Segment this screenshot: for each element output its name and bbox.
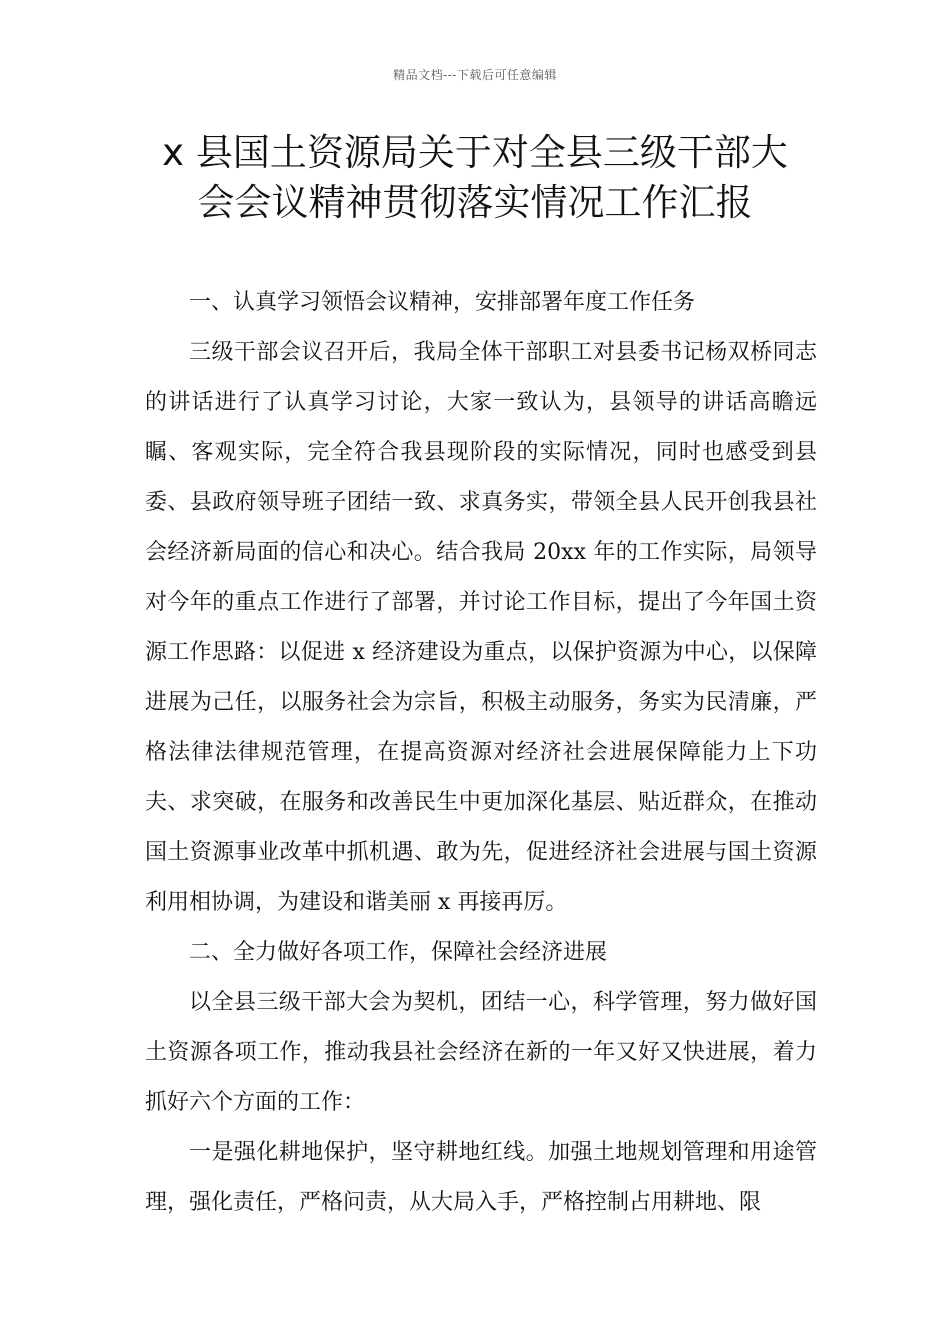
document-title <box>120 128 830 228</box>
section-1-paragraph: 三级干部会议召开后，我局全体干部职工对县委书记杨双桥同志的讲话进行了认真学习讨论，大家一致认为，县领导的讲话高瞻远瞩、客观实际，完全符合我县现阶段的实际情况，同时也感受到县委、县政府领导班子团结一致、求真务实，带领全县人民开创我县社会经济新局面的信心和决心。结合我局 20xx 年的工作实际，局领导对今年的重点工作进行了部署，并讨论工作目标，提出了今年国土资源工作思路：以促进 x 经济建设为重点，以保护资源为中心，以保障进展为己任，以服务社会为宗旨，积极主动服务，务实为民清廉，严格法律法律规范管理，在提高资源对经济社会进展保障能力上下功夫、求突破，在服务和改善民生中更加深化基层、贴近群众，在推动国土资源事业改革中抓机遇、敢为先，促进经济社会进展与国土资源利用相协调，为建设和谐美丽 x 再接再厉。 <box>145 340 817 915</box>
title-line-1: x 县国土资源局关于对全县三级干部大 <box>162 131 788 174</box>
title-line-2: 会会议精神贯彻落实情况工作汇报 <box>197 181 753 224</box>
section-2-paragraph: 以全县三级干部大会为契机，团结一心，科学管理，努力做好国土资源各项工作，推动我县社会经济在新的一年又好又快进展，着力抓好六个方面的工作： <box>145 990 817 1115</box>
item-1-paragraph: 一是强化耕地保护，坚守耕地红线。加强土地规划管理和用途管理，强化责任，严格问责，从大局入手，严格控制占用耕地、限 <box>145 1140 817 1215</box>
header-note: 精品文档---下载后可任意编辑 <box>393 68 557 82</box>
section-2-heading: 二、全力做好各项工作，保障社会经济进展 <box>189 940 608 965</box>
document-body <box>145 278 817 1228</box>
section-1-heading: 一、认真学习领悟会议精神，安排部署年度工作任务 <box>189 290 696 315</box>
